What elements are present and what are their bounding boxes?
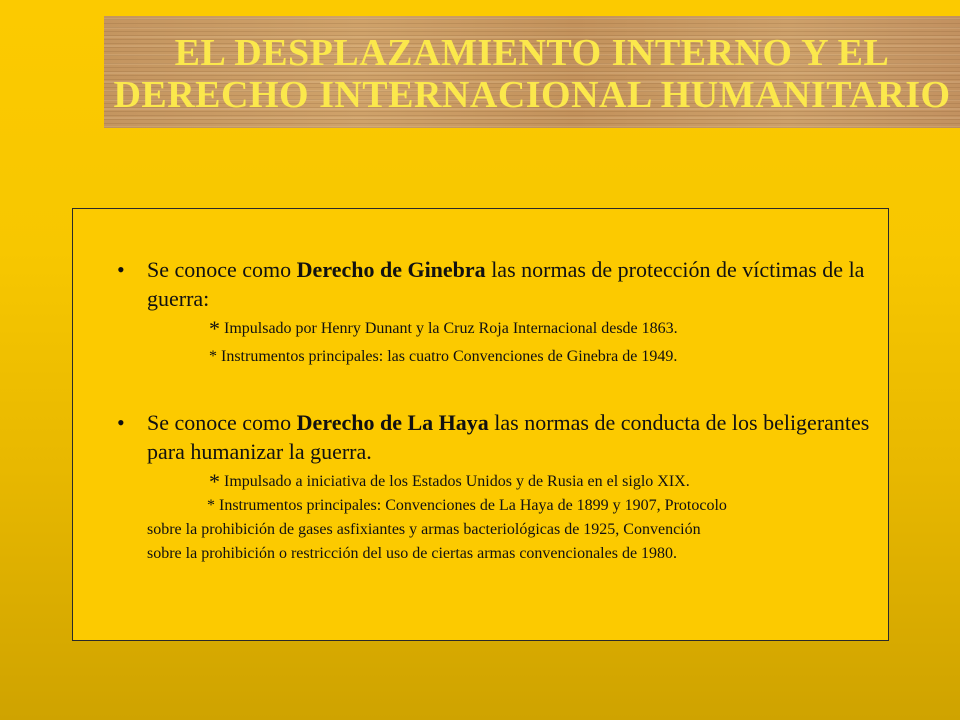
title-banner bbox=[104, 16, 960, 128]
bullet-main-text bbox=[147, 408, 877, 466]
bullet-geneva-law bbox=[117, 255, 877, 369]
sub-point bbox=[209, 345, 877, 369]
asterisk: * bbox=[209, 316, 220, 341]
sub-point bbox=[209, 317, 877, 341]
title-line-2: DERECHO INTERNACIONAL HUMANITARIO bbox=[113, 74, 951, 116]
sub-point-continuation: sobre la prohibición o restricción del uso de ciertas armas convencionales de 1980. bbox=[147, 545, 678, 562]
sub-point-continuation: sobre la prohibición de gases asfixiantes y armas bacteriológicas de 1925, Convención bbox=[147, 521, 701, 538]
asterisk: * bbox=[207, 497, 215, 514]
bullet-dot: • bbox=[117, 410, 125, 435]
sub-point bbox=[209, 470, 877, 494]
bullet-hague-law bbox=[117, 408, 877, 566]
sub-point-text: Impulsado a iniciativa de los Estados Unidos y de Rusia en el siglo XIX. bbox=[220, 473, 690, 490]
sub-point-text: Instrumentos principales: las cuatro Convenciones de Ginebra de 1949. bbox=[217, 348, 678, 365]
bullet-term: Derecho de La Haya bbox=[296, 410, 489, 435]
content-box bbox=[72, 208, 889, 641]
bullet-main-text bbox=[147, 255, 877, 313]
bullet-dot: • bbox=[117, 257, 125, 282]
bullet-post-text: las normas de protección de víctimas de la guerra: bbox=[147, 257, 865, 311]
sub-point-text: Instrumentos principales: Convenciones de La Haya de 1899 y 1907, Protocolo bbox=[215, 497, 727, 514]
bullet-pre-text: Se conoce como bbox=[147, 410, 297, 435]
bullet-post-text: las normas de conducta de los beligerantes para humanizar la guerra. bbox=[147, 410, 870, 464]
asterisk: * bbox=[209, 469, 220, 494]
sub-point-text: Impulsado por Henry Dunant y la Cruz Roja Internacional desde 1863. bbox=[220, 320, 678, 337]
slide-title bbox=[113, 28, 950, 116]
sub-point bbox=[207, 494, 877, 518]
bullet-term: Derecho de Ginebra bbox=[296, 257, 486, 282]
title-line-1: EL DESPLAZAMIENTO INTERNO Y EL bbox=[174, 32, 890, 74]
bullet-pre-text: Se conoce como bbox=[147, 257, 297, 282]
asterisk: * bbox=[209, 348, 217, 365]
